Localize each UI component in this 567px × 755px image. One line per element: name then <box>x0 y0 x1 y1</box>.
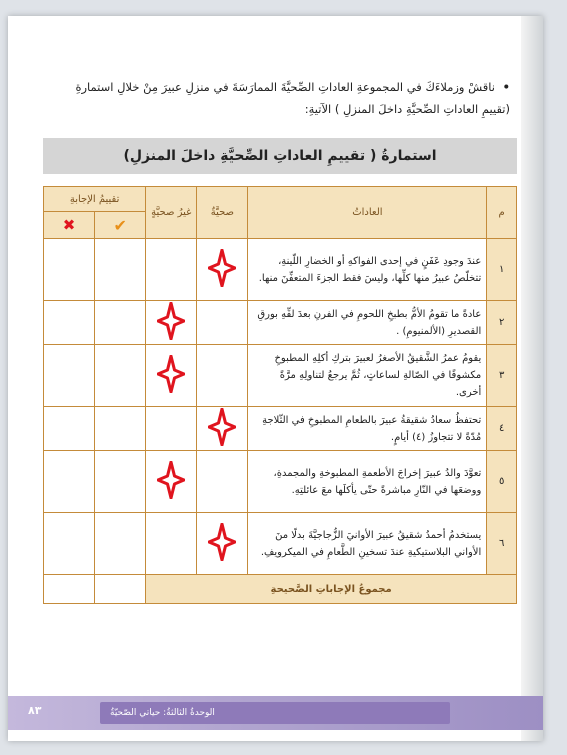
table-row <box>44 345 517 407</box>
eval-correct-cell[interactable] <box>95 451 146 513</box>
eval-wrong-cell[interactable] <box>44 345 95 407</box>
eval-wrong-cell[interactable] <box>44 407 95 451</box>
unhealthy-cell[interactable] <box>146 301 197 345</box>
row-number: ٣ <box>487 345 517 407</box>
check-icon: ✔ <box>95 212 146 239</box>
healthy-cell[interactable] <box>197 239 248 301</box>
eval-correct-cell[interactable] <box>95 301 146 345</box>
sum-correct-cell[interactable] <box>95 575 146 604</box>
unhealthy-cell[interactable] <box>146 451 197 513</box>
table-row <box>44 513 517 575</box>
intro-text: ناقشْ وزملاءَكَ في المجموعةِ العاداتِ الصِّحيَّةَ الممارَسَةَ في منزلِ عبيرَ مِنْ خلالِ استمارةِ (تقييمِ العاداتِ الصِّحيَّةِ داخلَ المنزلِ ) الآتيةِ: <box>75 80 510 116</box>
eval-correct-cell[interactable] <box>95 513 146 575</box>
intro-paragraph <box>56 76 510 120</box>
row-number: ١ <box>487 239 517 301</box>
page-edge <box>521 16 543 741</box>
header-evaluation: تقييمُ الإجابةِ <box>44 187 146 212</box>
star-mark-icon <box>157 461 185 499</box>
sum-wrong-cell[interactable] <box>44 575 95 604</box>
table-header-row <box>44 187 517 212</box>
unhealthy-cell[interactable] <box>146 513 197 575</box>
unhealthy-cell[interactable] <box>146 239 197 301</box>
healthy-cell[interactable] <box>197 451 248 513</box>
table-row <box>44 301 517 345</box>
habits-table <box>43 186 517 604</box>
eval-correct-cell[interactable] <box>95 407 146 451</box>
header-unhealthy: غيرُ صحيَّةٍ <box>146 187 197 239</box>
star-mark-icon <box>157 302 185 340</box>
sum-label: مجموعُ الإجاباتِ الصَّحيحةِ <box>146 575 517 604</box>
star-mark-icon <box>208 523 236 561</box>
page-number: ٨٣ <box>28 704 42 717</box>
healthy-cell[interactable] <box>197 407 248 451</box>
habit-text: يقومُ عمرُ الشَّقيقُ الأصغرُ لعبيرَ بتركِ أكلِهِ المطبوخِ مكشوفًا في الصّالةِ لساعاتٍ، ثُمَّ يرجعُ لتناولِهِ مرَّةً أخرى. <box>248 345 487 407</box>
header-healthy: صحيَّةٌ <box>197 187 248 239</box>
eval-correct-cell[interactable] <box>95 239 146 301</box>
form-title: استمارةُ ( تقييمِ العاداتِ الصِّحيَّةِ داخلَ المنزلِ) <box>43 138 517 174</box>
star-mark-icon <box>208 249 236 287</box>
page-footer <box>8 686 543 741</box>
eval-wrong-cell[interactable] <box>44 513 95 575</box>
unhealthy-cell[interactable] <box>146 345 197 407</box>
bullet-point: • <box>502 80 510 94</box>
healthy-cell[interactable] <box>197 513 248 575</box>
healthy-cell[interactable] <box>197 301 248 345</box>
header-num: م <box>487 187 517 239</box>
habit-text: عادةً ما تقومُ الأمُّ بطبخِ اللحومِ في الفرنِ بعدَ لفِّهِ بورقِ القصديرِ (الألمنيومِ) . <box>248 301 487 345</box>
habit-text: يستخدمُ أحمدُ شقيقُ عبيرَ الأوانيَ الزُّجاجيَّةَ بدلًا منَ الأواني البلاستيكيةِ عندَ تسخينِ الطَّعامِ في الميكرويفِ. <box>248 513 487 575</box>
habit-text: عندَ وجودِ عَفَنٍ في إحدى الفواكهِ أو الخضارِ اللّينةِ، تتخلّصُ عبيرُ منها كلِّها، وليسَ فقط الجزءَ المتعفِّنَ منها. <box>248 239 487 301</box>
row-number: ٥ <box>487 451 517 513</box>
unhealthy-cell[interactable] <box>146 407 197 451</box>
sum-row <box>44 575 517 604</box>
eval-correct-cell[interactable] <box>95 345 146 407</box>
table-row <box>44 407 517 451</box>
table-row <box>44 239 517 301</box>
habit-text: تحتفظُ سعادُ شقيقةُ عبيرَ بالطعامِ المطبوخِ في الثّلاجةِ مُدّةً لا تتجاوزُ (٤) أيامٍ. <box>248 407 487 451</box>
cross-icon: ✖ <box>44 212 95 239</box>
header-habits: العاداتُ <box>248 187 487 239</box>
unit-title: الوحدةُ الثالثةُ: حياتي الصّحيّةُ <box>100 702 450 724</box>
habit-text: تعوَّدَ والدُ عبيرَ إخراجَ الأطعمةِ المطبوخةِ والمجمدةِ، ووضعَها في النّارِ مباشرةً حتّى يأكلَها معَ عائلتِهِ. <box>248 451 487 513</box>
eval-wrong-cell[interactable] <box>44 301 95 345</box>
row-number: ٦ <box>487 513 517 575</box>
row-number: ٢ <box>487 301 517 345</box>
table-row <box>44 451 517 513</box>
star-mark-icon <box>157 355 185 393</box>
healthy-cell[interactable] <box>197 345 248 407</box>
star-mark-icon <box>208 408 236 446</box>
eval-wrong-cell[interactable] <box>44 239 95 301</box>
textbook-page <box>8 16 543 741</box>
row-number: ٤ <box>487 407 517 451</box>
eval-wrong-cell[interactable] <box>44 451 95 513</box>
